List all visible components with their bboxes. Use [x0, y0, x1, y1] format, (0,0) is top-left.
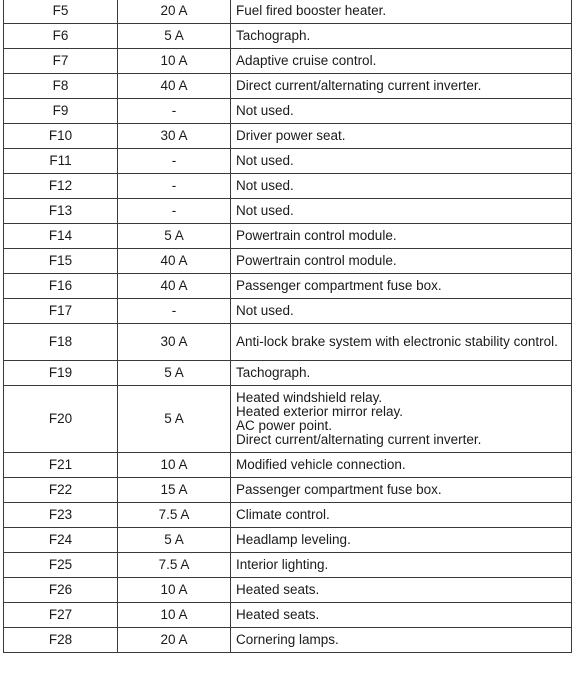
protected-component-cell — [231, 478, 572, 503]
protected-component-cell — [231, 74, 572, 99]
table-row — [4, 578, 572, 603]
protected-component-text: Cornering lamps. — [236, 632, 339, 647]
table-row — [4, 24, 572, 49]
fuse-number-cell: F11 — [4, 149, 118, 174]
fuse-table-body — [4, 0, 572, 653]
fuse-number-cell: F6 — [4, 24, 118, 49]
fuse-number-cell: F24 — [4, 528, 118, 553]
fuse-number-cell: F5 — [4, 0, 118, 24]
table-row — [4, 199, 572, 224]
fuse-number-cell: F25 — [4, 553, 118, 578]
protected-component-text: Not used. — [236, 153, 294, 168]
table-row — [4, 628, 572, 653]
fuse-number-cell: F14 — [4, 224, 118, 249]
protected-component-text: Modified vehicle connection. — [236, 457, 406, 472]
protected-component-text: Heated seats. — [236, 582, 320, 597]
protected-component-text: Not used. — [236, 103, 294, 118]
protected-component-cell — [231, 628, 572, 653]
fuse-amperage-cell: 30 A — [118, 324, 231, 361]
protected-component-text: Passenger compartment fuse box. — [236, 278, 442, 293]
protected-component-text: Tachograph. — [236, 28, 311, 43]
fuse-number-cell: F15 — [4, 249, 118, 274]
fuse-amperage-cell: - — [118, 149, 231, 174]
fuse-amperage-cell: 5 A — [118, 386, 231, 453]
protected-component-cell — [231, 99, 572, 124]
protected-component-text: Driver power seat. — [236, 128, 346, 143]
table-row — [4, 49, 572, 74]
fuse-amperage-cell: 20 A — [118, 0, 231, 24]
fuse-amperage-cell: - — [118, 199, 231, 224]
table-row — [4, 74, 572, 99]
protected-component-text: Adaptive cruise control. — [236, 53, 377, 68]
table-row — [4, 386, 572, 453]
protected-component-cell — [231, 603, 572, 628]
fuse-amperage-cell: 30 A — [118, 124, 231, 149]
protected-component-text: Not used. — [236, 178, 294, 193]
protected-component-text: Heated seats. — [236, 607, 320, 622]
fuse-number-cell: F10 — [4, 124, 118, 149]
fuse-number-cell: F21 — [4, 453, 118, 478]
protected-component-text: Direct current/alternating current inverter. — [236, 432, 482, 447]
table-row — [4, 0, 572, 24]
fuse-number-cell: F9 — [4, 99, 118, 124]
table-row — [4, 361, 572, 386]
table-row — [4, 224, 572, 249]
protected-component-cell — [231, 149, 572, 174]
table-row — [4, 324, 572, 361]
fuse-number-cell: F22 — [4, 478, 118, 503]
protected-component-cell — [231, 386, 572, 453]
protected-component-cell — [231, 299, 572, 324]
protected-component-cell — [231, 578, 572, 603]
fuse-amperage-cell: 40 A — [118, 74, 231, 99]
protected-component-text: Powertrain control module. — [236, 228, 397, 243]
fuse-number-cell: F27 — [4, 603, 118, 628]
fuse-amperage-cell: 10 A — [118, 49, 231, 74]
protected-component-text: Heated windshield relay. — [236, 390, 383, 405]
table-row — [4, 124, 572, 149]
table-row — [4, 503, 572, 528]
fuse-number-cell: F8 — [4, 74, 118, 99]
table-row — [4, 99, 572, 124]
fuse-amperage-cell: - — [118, 174, 231, 199]
protected-component-cell — [231, 274, 572, 299]
protected-component-cell — [231, 453, 572, 478]
protected-component-text: Heated exterior mirror relay. — [236, 404, 404, 419]
protected-component-cell — [231, 49, 572, 74]
protected-component-text: Not used. — [236, 203, 294, 218]
fuse-number-cell: F28 — [4, 628, 118, 653]
protected-component-text: Anti-lock brake system with electronic stability control. — [236, 334, 558, 349]
protected-component-text: Climate control. — [236, 507, 330, 522]
fuse-number-cell: F18 — [4, 324, 118, 361]
table-row — [4, 603, 572, 628]
fuse-number-cell: F20 — [4, 386, 118, 453]
protected-component-cell — [231, 361, 572, 386]
fuse-number-cell: F23 — [4, 503, 118, 528]
table-row — [4, 453, 572, 478]
protected-component-text: Passenger compartment fuse box. — [236, 482, 442, 497]
table-row — [4, 528, 572, 553]
fuse-amperage-cell: 7.5 A — [118, 553, 231, 578]
fuse-amperage-cell: 10 A — [118, 453, 231, 478]
table-row — [4, 274, 572, 299]
protected-component-cell — [231, 324, 572, 361]
fuse-amperage-cell: - — [118, 99, 231, 124]
protected-component-text: Headlamp leveling. — [236, 532, 351, 547]
protected-component-cell — [231, 553, 572, 578]
table-row — [4, 149, 572, 174]
fuse-amperage-cell: 15 A — [118, 478, 231, 503]
protected-component-cell — [231, 528, 572, 553]
table-row — [4, 249, 572, 274]
fuse-amperage-cell: 10 A — [118, 603, 231, 628]
protected-component-cell — [231, 224, 572, 249]
fuse-number-cell: F17 — [4, 299, 118, 324]
protected-component-cell — [231, 249, 572, 274]
protected-component-text: AC power point. — [236, 418, 333, 433]
protected-component-cell — [231, 24, 572, 49]
fuse-amperage-cell: 10 A — [118, 578, 231, 603]
protected-component-cell — [231, 0, 572, 24]
protected-component-text: Not used. — [236, 303, 294, 318]
table-row — [4, 553, 572, 578]
protected-component-cell — [231, 199, 572, 224]
fuse-amperage-cell: 20 A — [118, 628, 231, 653]
protected-component-cell — [231, 124, 572, 149]
protected-component-text: Powertrain control module. — [236, 253, 397, 268]
fuse-number-cell: F26 — [4, 578, 118, 603]
fuse-table — [3, 0, 572, 653]
fuse-amperage-cell: - — [118, 299, 231, 324]
fuse-number-cell: F19 — [4, 361, 118, 386]
protected-component-cell — [231, 174, 572, 199]
fuse-amperage-cell: 5 A — [118, 361, 231, 386]
protected-component-text: Interior lighting. — [236, 557, 329, 572]
table-row — [4, 174, 572, 199]
fuse-amperage-cell: 5 A — [118, 24, 231, 49]
protected-component-text: Direct current/alternating current inverter. — [236, 78, 482, 93]
fuse-amperage-cell: 40 A — [118, 249, 231, 274]
table-row — [4, 299, 572, 324]
protected-component-text: Fuel fired booster heater. — [236, 3, 387, 18]
protected-component-text: Tachograph. — [236, 365, 311, 380]
fuse-number-cell: F16 — [4, 274, 118, 299]
fuse-amperage-cell: 7.5 A — [118, 503, 231, 528]
fuse-amperage-cell: 5 A — [118, 224, 231, 249]
protected-component-cell — [231, 503, 572, 528]
table-row — [4, 478, 572, 503]
fuse-amperage-cell: 40 A — [118, 274, 231, 299]
fuse-number-cell: F12 — [4, 174, 118, 199]
fuse-number-cell: F13 — [4, 199, 118, 224]
fuse-amperage-cell: 5 A — [118, 528, 231, 553]
fuse-number-cell: F7 — [4, 49, 118, 74]
